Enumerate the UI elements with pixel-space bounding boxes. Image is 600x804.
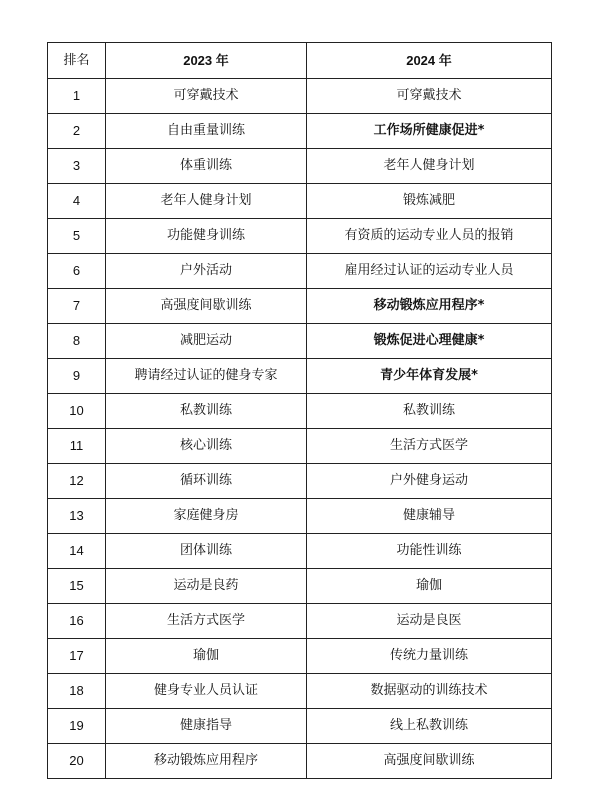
rank-cell: 10 bbox=[48, 394, 106, 429]
trend-2023-cell: 户外活动 bbox=[106, 254, 307, 289]
rank-cell: 20 bbox=[48, 744, 106, 779]
rank-cell: 19 bbox=[48, 709, 106, 744]
trend-2023-cell: 运动是良药 bbox=[106, 569, 307, 604]
rank-cell: 1 bbox=[48, 79, 106, 114]
trend-2024-cell: 运动是良医 bbox=[307, 604, 552, 639]
trend-2024-cell: 功能性训练 bbox=[307, 534, 552, 569]
header-2024: 2024 年 bbox=[307, 43, 552, 79]
rank-cell: 17 bbox=[48, 639, 106, 674]
rank-cell: 13 bbox=[48, 499, 106, 534]
rank-cell: 15 bbox=[48, 569, 106, 604]
trend-2023-cell: 可穿戴技术 bbox=[106, 79, 307, 114]
table-row bbox=[48, 674, 552, 709]
trend-2023-cell: 聘请经过认证的健身专家 bbox=[106, 359, 307, 394]
trend-2023-cell: 高强度间歇训练 bbox=[106, 289, 307, 324]
table-row bbox=[48, 604, 552, 639]
trend-2023-cell: 健身专业人员认证 bbox=[106, 674, 307, 709]
trend-2024-cell: 锻炼减肥 bbox=[307, 184, 552, 219]
trend-2023-cell: 生活方式医学 bbox=[106, 604, 307, 639]
trend-2024-cell: 线上私教训练 bbox=[307, 709, 552, 744]
rank-cell: 9 bbox=[48, 359, 106, 394]
table-row bbox=[48, 569, 552, 604]
table-body bbox=[48, 79, 552, 779]
rank-cell: 14 bbox=[48, 534, 106, 569]
table-row bbox=[48, 359, 552, 394]
trend-2024-cell: 锻炼促进心理健康* bbox=[307, 324, 552, 359]
trend-2023-cell: 老年人健身计划 bbox=[106, 184, 307, 219]
trend-2024-cell: 数据驱动的训练技术 bbox=[307, 674, 552, 709]
table-row bbox=[48, 709, 552, 744]
table-row bbox=[48, 289, 552, 324]
table-row bbox=[48, 394, 552, 429]
table-header bbox=[48, 43, 552, 79]
trend-2024-cell: 健康辅导 bbox=[307, 499, 552, 534]
table-row bbox=[48, 324, 552, 359]
table-row bbox=[48, 429, 552, 464]
trend-2023-cell: 私教训练 bbox=[106, 394, 307, 429]
trend-2023-cell: 团体训练 bbox=[106, 534, 307, 569]
trend-2024-cell: 雇用经过认证的运动专业人员 bbox=[307, 254, 552, 289]
trend-2023-cell: 核心训练 bbox=[106, 429, 307, 464]
trend-2024-cell: 移动锻炼应用程序* bbox=[307, 289, 552, 324]
rank-cell: 6 bbox=[48, 254, 106, 289]
trend-2024-cell: 青少年体育发展* bbox=[307, 359, 552, 394]
rank-cell: 8 bbox=[48, 324, 106, 359]
header-rank: 排名 bbox=[48, 43, 106, 79]
table-row bbox=[48, 254, 552, 289]
trend-2024-cell: 传统力量训练 bbox=[307, 639, 552, 674]
table-row bbox=[48, 534, 552, 569]
trend-2024-cell: 可穿戴技术 bbox=[307, 79, 552, 114]
trend-2024-cell: 有资质的运动专业人员的报销 bbox=[307, 219, 552, 254]
table-row bbox=[48, 219, 552, 254]
trend-2024-cell: 高强度间歇训练 bbox=[307, 744, 552, 779]
table-row bbox=[48, 114, 552, 149]
trend-2024-cell: 老年人健身计划 bbox=[307, 149, 552, 184]
trend-ranking-table-container bbox=[47, 42, 551, 779]
trend-2024-cell: 户外健身运动 bbox=[307, 464, 552, 499]
trend-2024-cell: 瑜伽 bbox=[307, 569, 552, 604]
rank-cell: 16 bbox=[48, 604, 106, 639]
table-row bbox=[48, 464, 552, 499]
trend-2023-cell: 瑜伽 bbox=[106, 639, 307, 674]
rank-cell: 2 bbox=[48, 114, 106, 149]
rank-cell: 5 bbox=[48, 219, 106, 254]
rank-cell: 12 bbox=[48, 464, 106, 499]
trend-2023-cell: 功能健身训练 bbox=[106, 219, 307, 254]
header-row bbox=[48, 43, 552, 79]
table-row bbox=[48, 744, 552, 779]
rank-cell: 3 bbox=[48, 149, 106, 184]
trend-2023-cell: 体重训练 bbox=[106, 149, 307, 184]
rank-cell: 18 bbox=[48, 674, 106, 709]
trend-2023-cell: 家庭健身房 bbox=[106, 499, 307, 534]
header-2023: 2023 年 bbox=[106, 43, 307, 79]
table-row bbox=[48, 79, 552, 114]
table-row bbox=[48, 184, 552, 219]
rank-cell: 7 bbox=[48, 289, 106, 324]
trend-2023-cell: 自由重量训练 bbox=[106, 114, 307, 149]
rank-cell: 4 bbox=[48, 184, 106, 219]
table-row bbox=[48, 639, 552, 674]
trend-2023-cell: 循环训练 bbox=[106, 464, 307, 499]
trend-2024-cell: 私教训练 bbox=[307, 394, 552, 429]
trend-2023-cell: 减肥运动 bbox=[106, 324, 307, 359]
rank-cell: 11 bbox=[48, 429, 106, 464]
table-row bbox=[48, 149, 552, 184]
trend-ranking-table bbox=[47, 42, 552, 779]
trend-2024-cell: 生活方式医学 bbox=[307, 429, 552, 464]
trend-2023-cell: 移动锻炼应用程序 bbox=[106, 744, 307, 779]
trend-2023-cell: 健康指导 bbox=[106, 709, 307, 744]
trend-2024-cell: 工作场所健康促进* bbox=[307, 114, 552, 149]
table-row bbox=[48, 499, 552, 534]
